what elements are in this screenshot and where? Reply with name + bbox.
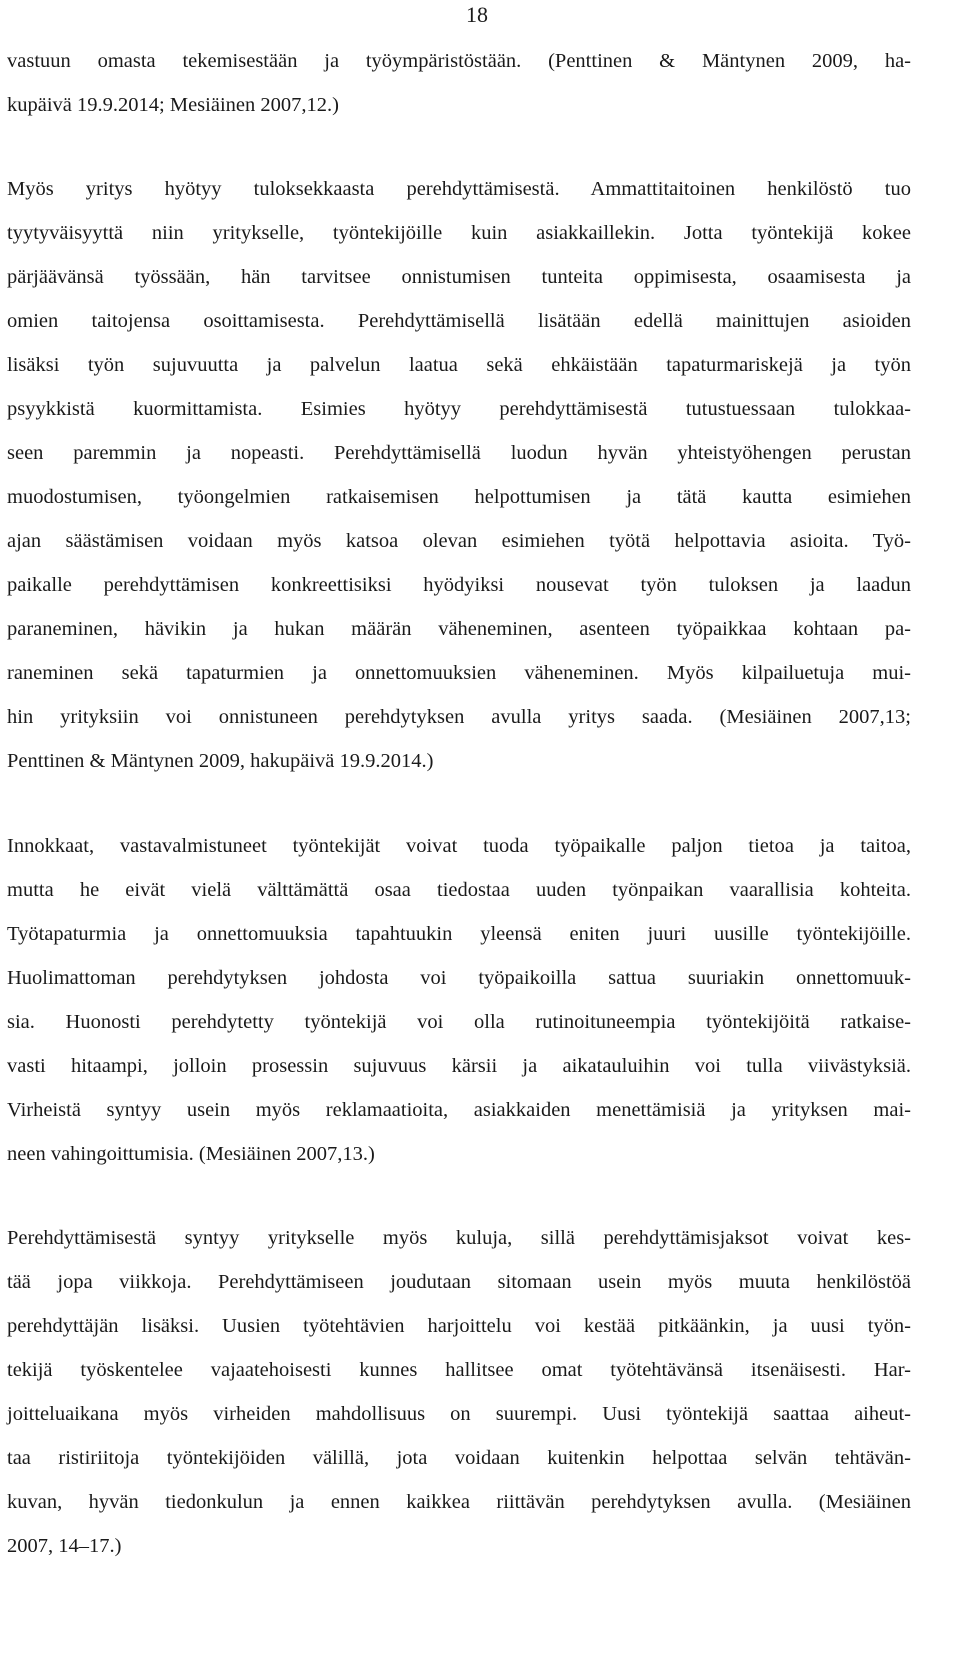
text-line: tekijä työskentelee vajaatehoisesti kunnes hallitsee omat työtehtävänsä itsenäisesti. Har- — [7, 1359, 911, 1381]
text-line: 2007, 14–17.) — [7, 1535, 122, 1557]
text-line: paikalle perehdyttämisen konkreettisiksi hyödyiksi nousevat työn tuloksen ja laadun — [7, 574, 911, 596]
text-line: omien taitojensa osoittamisesta. Perehdyttämisellä lisätään edellä mainittujen asioiden — [7, 310, 911, 332]
text-line: taa ristiriitoja työntekijöiden välillä, jota voidaan kuitenkin helpottaa selvän tehtävän- — [7, 1447, 911, 1469]
text-line: Perehdyttämisestä syntyy yritykselle myös kuluja, sillä perehdyttämisjaksot voivat kes- — [7, 1227, 911, 1249]
page-number: 18 — [466, 2, 488, 27]
text-line: pärjäävänsä työssään, hän tarvitsee onnistumisen tunteita oppimisesta, osaamisesta ja — [7, 266, 911, 288]
text-line: kupäivä 19.9.2014; Mesiäinen 2007,12.) — [7, 94, 339, 116]
text-line: mutta he eivät vielä välttämättä osaa tiedostaa uuden työnpaikan vaarallisia kohteita. — [7, 879, 911, 901]
text-line: muodostumisen, työongelmien ratkaisemisen helpottumisen ja tätä kautta esimiehen — [7, 486, 911, 508]
text-line: tyytyväisyyttä niin yritykselle, työntekijöille kuin asiakkaillekin. Jotta työntekijä kokee — [7, 222, 911, 244]
text-line: seen paremmin ja nopeasti. Perehdyttämisellä luodun hyvän yhteistyöhengen perustan — [7, 442, 911, 464]
text-line: Huolimattoman perehdytyksen johdosta voi työpaikoilla sattua suuriakin onnettomuuk- — [7, 967, 911, 989]
text-line: psyykkistä kuormittamista. Esimies hyötyy perehdyttämisestä tutustuessaan tulokkaa- — [7, 398, 911, 420]
text-line: joitteluaikana myös virheiden mahdollisuus on suurempi. Uusi työntekijä saattaa aiheut- — [7, 1403, 911, 1425]
text-line: Virheistä syntyy usein myös reklamaatioita, asiakkaiden menettämisiä ja yrityksen mai- — [7, 1099, 911, 1121]
text-line: perehdyttäjän lisäksi. Uusien työtehtävien harjoittelu voi kestää pitkäänkin, ja uusi työn- — [7, 1315, 911, 1337]
text-line: neen vahingoittumisia. (Mesiäinen 2007,13.) — [7, 1143, 375, 1165]
text-line: kuvan, hyvän tiedonkulun ja ennen kaikkea riittävän perehdytyksen avulla. (Mesiäinen — [7, 1491, 911, 1513]
text-line: Innokkaat, vastavalmistuneet työntekijät voivat tuoda työpaikalle paljon tietoa ja taitoa, — [7, 835, 911, 857]
text-line: vasti hitaampi, jolloin prosessin sujuvuus kärsii ja aikatauluihin voi tulla viivästyksiä. — [7, 1055, 911, 1077]
text-line: ajan säästämisen voidaan myös katsoa olevan esimiehen työtä helpottavia asioita. Työ- — [7, 530, 911, 552]
text-line: Penttinen & Mäntynen 2009, hakupäivä 19.9.2014.) — [7, 750, 434, 772]
text-line: Myös yritys hyötyy tuloksekkaasta perehdyttämisestä. Ammattitaitoinen henkilöstö tuo — [7, 178, 911, 200]
text-line: tää jopa viikkoja. Perehdyttämiseen joudutaan sitomaan usein myös muuta henkilöstöä — [7, 1271, 911, 1293]
text-line: hin yrityksiin voi onnistuneen perehdytyksen avulla yritys saada. (Mesiäinen 2007,13; — [7, 706, 911, 728]
text-line: paraneminen, hävikin ja hukan määrän väheneminen, asenteen työpaikkaa kohtaan pa- — [7, 618, 911, 640]
text-line: lisäksi työn sujuvuutta ja palvelun laatua sekä ehkäistään tapaturmariskejä ja työn — [7, 354, 911, 376]
text-line: raneminen sekä tapaturmien ja onnettomuuksien väheneminen. Myös kilpailuetuja mui- — [7, 662, 911, 684]
text-line: sia. Huonosti perehdytetty työntekijä voi olla rutinoituneempia työntekijöitä ratkaise- — [7, 1011, 911, 1033]
text-line: Työtapaturmia ja onnettomuuksia tapahtuukin yleensä eniten juuri uusille työntekijöille. — [7, 923, 911, 945]
text-line: vastuun omasta tekemisestään ja työympäristöstään. (Penttinen & Mäntynen 2009, ha- — [7, 50, 911, 72]
